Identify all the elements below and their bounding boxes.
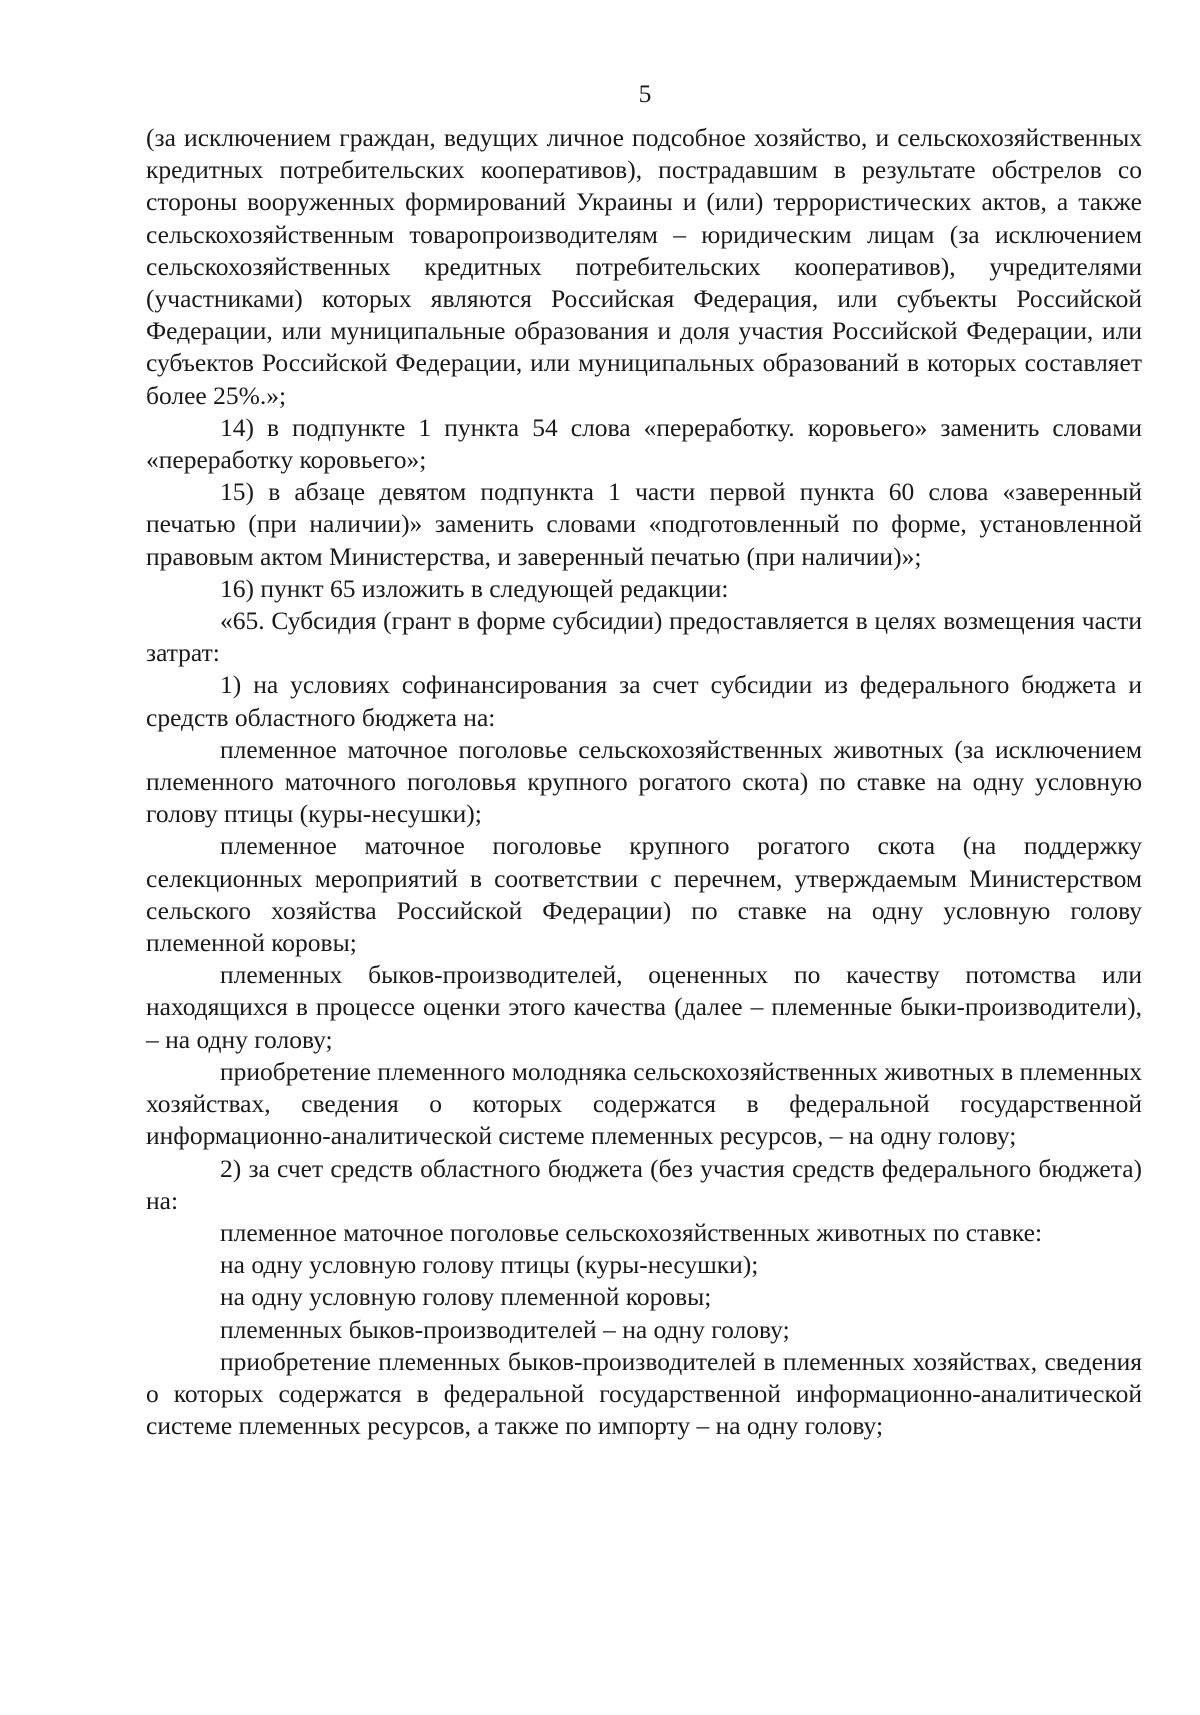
paragraph-item-14: 14) в подпункте 1 пункта 54 слова «переработку. коровьего» заменить словами «переработку коровьего»; [146, 412, 1142, 475]
paragraph-bull-purchase: приобретение племенных быков-производителей в племенных хозяйствах, сведения о которых содержатся в федеральной государственной информационно-аналитической системе племенных ресурсов, а также по импорту – на одну голову; [146, 1346, 1142, 1441]
paragraph-young-stock: приобретение племенного молодняка сельскохозяйственных животных в племенных хозяйствах, сведения о которых содержатся в федеральной государственной информационно-аналитической системе племенных ресурсов, – на одну голову; [146, 1056, 1142, 1151]
paragraph-rate-cow: на одну условную голову племенной коровы; [220, 1282, 712, 1312]
paragraph-breeding-stock: племенное маточное поголовье сельскохозяйственных животных (за исключением племенного маточного поголовья крупного рогатого скота) по ставке на одну условную голову птицы (куры-несушки); [146, 734, 1142, 829]
paragraph-subitem-2: 2) за счет средств областного бюджета (без участия средств федерального бюджета) на: [146, 1153, 1142, 1215]
paragraph-rate-bulls: племенных быков-производителей – на одну голову; [220, 1314, 790, 1344]
paragraph-continuation: (за исключением граждан, ведущих личное подсобное хозяйство, и сельскохозяйственных кредитных потребительских кооперативов), пострадавшим в результате обстрелов со стороны вооруженных формирований Украины и (или) террористических актов, а также сельскохозяйственным товаропроизводителям – юридическим лицам (за исключением сельскохозяйственных кредитных потребительских кооперативов), учредителями (участниками) которых являются Российская Федерация, или субъекты Российской Федерации, или муниципальные образования и доля участия Российской Федерации, или субъектов Российской Федерации, или муниципальных образований в которых составляет более 25%.»; [146, 123, 1142, 410]
paragraph-rate-intro: племенное маточное поголовье сельскохозяйственных животных по ставке: [220, 1217, 1043, 1247]
paragraph-item-16: 16) пункт 65 изложить в следующей редакции: [220, 573, 729, 603]
paragraph-bulls: племенных быков-производителей, оцененных по качеству потомства или находящихся в процессе оценки этого качества (далее – племенные быки-производители), – на одну голову; [146, 960, 1142, 1054]
paragraph-item-15: 15) в абзаце девятом подпункта 1 части первой пункта 60 слова «заверенный печатью (при наличии)» заменить словами «подготовленный по форме, установленной правовым актом Министерства, и заверенный печатью (при наличии)»; [146, 477, 1142, 571]
document-body [146, 122, 1142, 1442]
paragraph-clause-65: «65. Субсидия (грант в форме субсидии) предоставляется в целях возмещения части затрат: [146, 606, 1142, 668]
paragraph-subitem-1: 1) на условиях софинансирования за счет субсидии из федерального бюджета и средств областного бюджета на: [146, 670, 1142, 732]
paragraph-rate-poultry: на одну условную голову птицы (куры-несушки); [220, 1250, 759, 1280]
page-number: 5 [638, 79, 652, 108]
paragraph-cattle-stock: племенное маточное поголовье крупного рогатого скота (на поддержку селекционных мероприятий в соответствии с перечнем, утверждаемым Министерством сельского хозяйства Российской Федерации) по ставке на одну условную голову племенной коровы; [146, 831, 1142, 958]
